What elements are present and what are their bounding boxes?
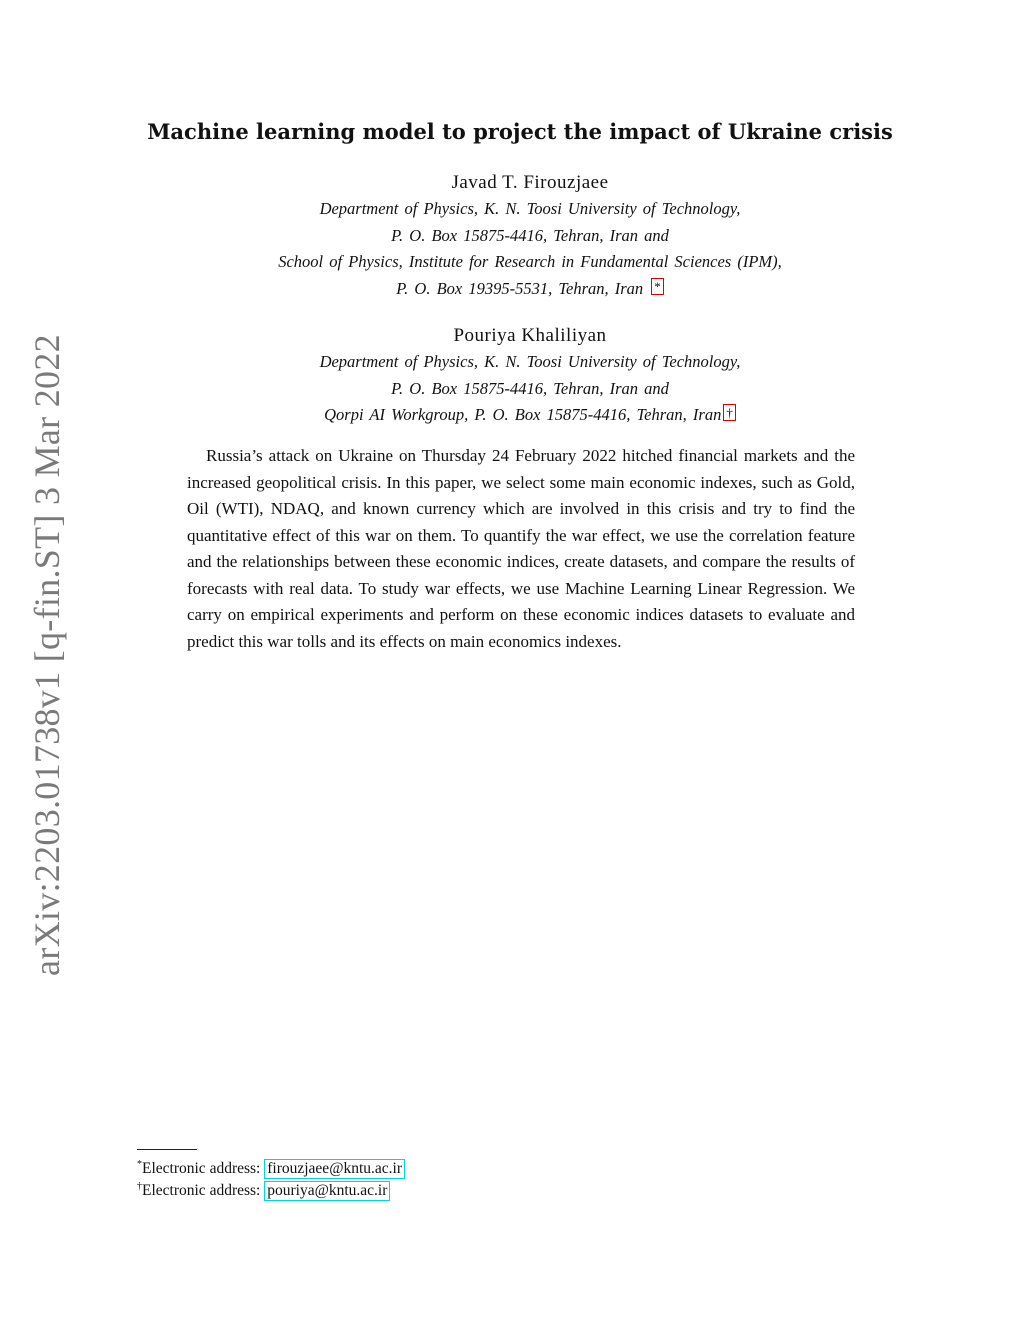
affiliation-line: P. O. Box 19395-5531, Tehran, Iran [396,278,644,298]
footnote-label: Electronic address: [142,1160,261,1177]
arxiv-side-stamp [16,334,78,976]
abstract-text: Russia’s attack on Ukraine on Thursday 24 February 2022 hitched financial markets and the increased geopolitical crisis. In this paper, we select some main economic indexes, such as Gold, Oil (WTI), NDAQ, and known currency which are involved in this crisis and try to find the quantitative effect of this war on them. To quantify the war effect, we use the correlation feature and the relationships between these economic indices, create datasets, and compare the results of forecasts with real data. To study war effects, we use Machine Learning Linear Regression. We carry on empirical experiments and perform on these economic indices datasets to evaluate and predict this war tolls and its effects on main economics indexes. [187,446,855,651]
footnote-mark-link[interactable]: † [723,404,736,421]
author-name: Pouriya Khaliliyan [453,325,607,346]
affiliation-line-with-mark [180,276,880,303]
affiliation-line: School of Physics, Institute for Research in Fundamental Sciences (IPM), [278,252,782,271]
paper-title: Machine learning model to project the impact of Ukraine crisis [147,119,893,144]
email-link[interactable]: firouzjaee@kntu.ac.ir [264,1159,405,1179]
affiliation-line: P. O. Box 15875-4416, Tehran, Iran and [391,378,669,398]
author-block-1 [180,169,880,302]
affiliation-line: Qorpi AI Workgroup, P. O. Box 15875-4416, Tehran, Iran [324,405,722,424]
footnote-mark-link[interactable]: * [651,278,664,295]
footnote-mark: † [137,1181,142,1192]
footnote-1 [137,1155,405,1179]
affiliation-line: Department of Physics, K. N. Toosi University of Technology, [319,199,741,218]
footnote-mark: * [137,1159,142,1170]
affiliation-line: Department of Physics, K. N. Toosi University of Technology, [319,352,741,371]
footnote-divider [137,1149,197,1150]
affiliation-line-with-mark [180,402,880,429]
affiliation-line: P. O. Box 15875-4416, Tehran, Iran and [391,225,669,245]
footnote-label: Electronic address: [142,1182,261,1199]
author-name: Javad T. Firouzjaee [451,172,609,193]
email-link[interactable]: pouriya@kntu.ac.ir [264,1181,390,1201]
footnote-2 [137,1177,390,1201]
arxiv-stamp-text: arXiv:2203.01738v1 [q-fin.ST] 3 Mar 2022 [27,334,68,976]
author-block-2 [180,322,880,429]
